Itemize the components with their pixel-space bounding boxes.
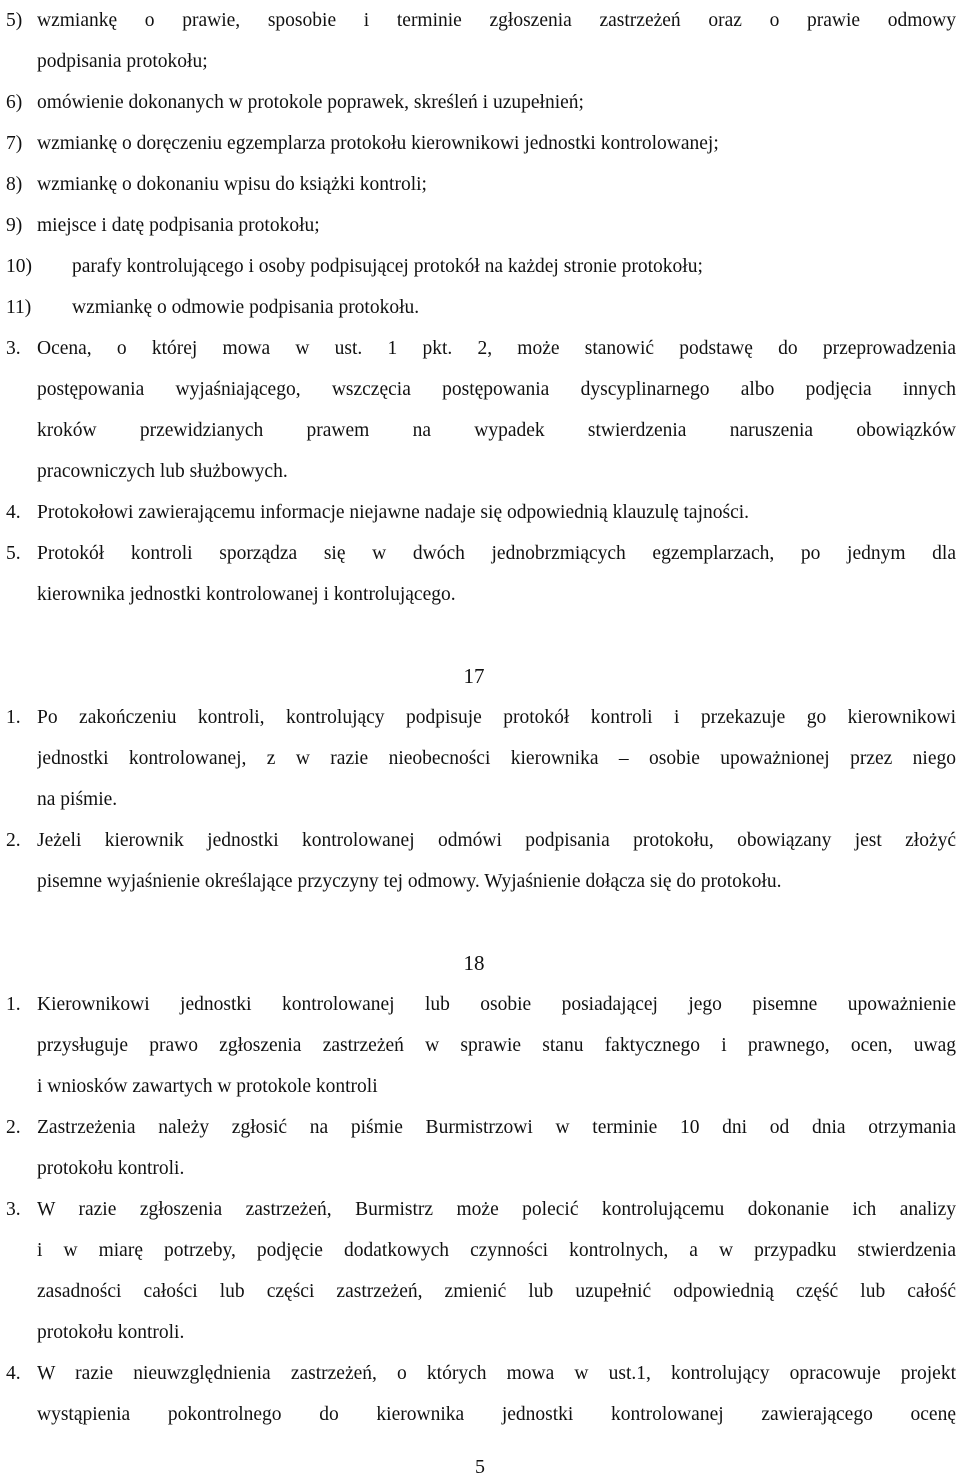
paragraph-line	[0, 1230, 960, 1271]
section-heading	[0, 943, 960, 984]
list-item	[0, 287, 960, 328]
section-heading	[0, 656, 960, 697]
item-text: parafy kontrolującego i osoby podpisującej protokół na każdej stronie protokołu;	[72, 256, 703, 277]
paragraph-text: i wniosków zawartych w protokole kontroli	[37, 1076, 378, 1097]
paragraph-text: Po zakończeniu kontroli, kontrolujący podpisuje protokół kontroli i przekazuje go kierownikowi	[37, 707, 956, 728]
list-item	[0, 0, 960, 41]
page-number: 5	[475, 1456, 485, 1478]
paragraph-text: kroków przewidzianych prawem na wypadek stwierdzenia naruszenia obowiązków	[37, 420, 956, 441]
item-number: 11)	[6, 297, 32, 318]
paragraph	[0, 820, 960, 861]
item-text: podpisania protokołu;	[37, 51, 208, 72]
paragraph	[0, 1353, 960, 1394]
paragraph-line	[0, 1271, 960, 1312]
list-item	[0, 82, 960, 123]
paragraph-number: 5.	[6, 543, 21, 564]
paragraph-text: pisemne wyjaśnienie określające przyczyny tej odmowy. Wyjaśnienie dołącza się do protokołu.	[37, 871, 782, 892]
paragraph	[0, 492, 960, 533]
paragraph-number: 2.	[6, 1117, 21, 1138]
item-text: wzmiankę o prawie, sposobie i terminie zgłoszenia zastrzeżeń oraz o prawie odmowy	[37, 10, 956, 31]
paragraph-text: Protokół kontroli sporządza się w dwóch jednobrzmiących egzemplarzach, po jednym dla	[37, 543, 956, 564]
paragraph-line	[0, 1312, 960, 1353]
paragraph-text: Ocena, o której mowa w ust. 1 pkt. 2, może stanowić podstawę do przeprowadzenia	[37, 338, 956, 359]
paragraph-text: Jeżeli kierownik jednostki kontrolowanej odmówi podpisania protokołu, obowiązany jest złożyć	[37, 830, 956, 851]
item-text: wzmiankę o odmowie podpisania protokołu.	[72, 297, 420, 318]
list-item	[0, 164, 960, 205]
paragraph-number: 3.	[6, 338, 21, 359]
paragraph-text: pracowniczych lub służbowych.	[37, 461, 288, 482]
paragraph	[0, 984, 960, 1025]
list-item	[0, 246, 960, 287]
item-number: 5)	[6, 10, 23, 31]
paragraph-text: przysługuje prawo zgłoszenia zastrzeżeń w sprawie stanu faktycznego i prawnego, ocen, uwag	[37, 1035, 956, 1056]
list-item	[0, 123, 960, 164]
section-number: 18	[463, 951, 485, 975]
paragraph	[0, 1189, 960, 1230]
item-text: miejsce i datę podpisania protokołu;	[37, 215, 320, 236]
item-text: omówienie dokonanych w protokole poprawek, skreśleń i uzupełnień;	[37, 92, 584, 113]
paragraph-number: 3.	[6, 1199, 21, 1220]
paragraph-line	[0, 1394, 960, 1435]
paragraph-text: zasadności całości lub części zastrzeżeń, zmienić lub uzupełnić odpowiednią część lub całość	[37, 1281, 956, 1302]
item-text: wzmiankę o doręczeniu egzemplarza protokołu kierownikowi jednostki kontrolowanej;	[37, 133, 719, 154]
paragraph-text: postępowania wyjaśniającego, wszczęcia postępowania dyscyplinarnego albo podjęcia innych	[37, 379, 956, 400]
paragraph-line	[0, 410, 960, 451]
list-item-continuation	[0, 41, 960, 82]
paragraph-number: 4.	[6, 502, 21, 523]
paragraph-number: 2.	[6, 830, 21, 851]
paragraph-line	[0, 738, 960, 779]
paragraph	[0, 533, 960, 574]
item-number: 10)	[6, 256, 32, 277]
section-number: 17	[463, 664, 485, 688]
paragraph-text: protokołu kontroli.	[37, 1158, 185, 1179]
paragraph-line	[0, 369, 960, 410]
paragraph-number: 1.	[6, 994, 21, 1015]
paragraph-text: kierownika jednostki kontrolowanej i kontrolującego.	[37, 584, 456, 605]
item-number: 7)	[6, 133, 23, 154]
paragraph-line	[0, 1148, 960, 1189]
paragraph-number: 1.	[6, 707, 21, 728]
paragraph-text: W razie nieuwzględnienia zastrzeżeń, o których mowa w ust.1, kontrolujący opracowuje projekt	[37, 1363, 956, 1384]
paragraph-text: wystąpienia pokontrolnego do kierownika jednostki kontrolowanej zawierającego ocenę	[37, 1404, 956, 1425]
paragraph	[0, 697, 960, 738]
paragraph-text: W razie zgłoszenia zastrzeżeń, Burmistrz może polecić kontrolującemu dokonanie ich analizy	[37, 1199, 956, 1220]
paragraph-number: 4.	[6, 1363, 21, 1384]
paragraph-text: jednostki kontrolowanej, z w razie nieobecności kierownika – osobie upoważnionej przez niego	[37, 748, 956, 769]
paragraph-line	[0, 779, 960, 820]
paragraph-line	[0, 451, 960, 492]
paragraph-line	[0, 574, 960, 615]
paragraph-line	[0, 861, 960, 902]
paragraph-text: Zastrzeżenia należy zgłosić na piśmie Burmistrzowi w terminie 10 dni od dnia otrzymania	[37, 1117, 956, 1138]
paragraph	[0, 1107, 960, 1148]
paragraph-text: i w miarę potrzeby, podjęcie dodatkowych czynności kontrolnych, a w przypadku stwierdzenia	[37, 1240, 956, 1261]
paragraph-text: Protokołowi zawierającemu informacje niejawne nadaje się odpowiednią klauzulę tajności.	[37, 502, 750, 523]
paragraph	[0, 328, 960, 369]
paragraph-text: na piśmie.	[37, 789, 118, 810]
item-number: 9)	[6, 215, 23, 236]
item-number: 8)	[6, 174, 23, 195]
paragraph-text: protokołu kontroli.	[37, 1322, 185, 1343]
item-number: 6)	[6, 92, 23, 113]
paragraph-text: Kierownikowi jednostki kontrolowanej lub osobie posiadającej jego pisemne upoważnienie	[37, 994, 956, 1015]
item-text: wzmiankę o dokonaniu wpisu do książki kontroli;	[37, 174, 427, 195]
paragraph-line	[0, 1025, 960, 1066]
paragraph-line	[0, 1066, 960, 1107]
list-item	[0, 205, 960, 246]
